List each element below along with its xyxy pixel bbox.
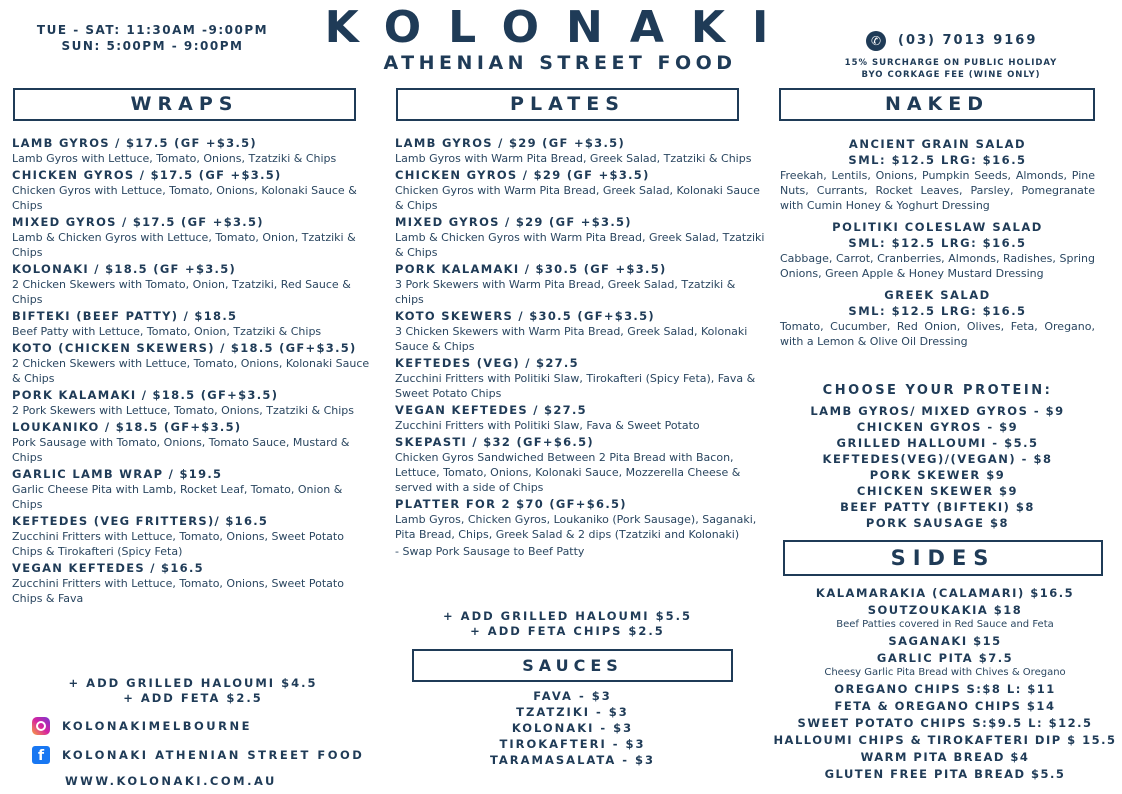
item-title: KEFTEDES (VEG) / $27.5 [395,356,579,370]
protein-item: PORK SKEWER $9 [869,468,1006,482]
website-url[interactable]: WWW.KOLONAKI.COM.AU [65,774,277,788]
item-title: MIXED GYROS / $17.5 (GF +$3.5) [12,215,264,229]
item-description: 2 Chicken Skewers with Tomato, Onion, Tzatziki, Red Sauce & Chips [12,278,351,306]
salad-item [780,219,1095,281]
hours-line: SUN: 5:00PM - 9:00PM [61,39,244,53]
item-title: MIXED GYROS / $29 (GF +$3.5) [395,215,632,229]
item-description: 3 Chicken Skewers with Warm Pita Bread, Greek Salad, Kolonaki Sauce & Chips [395,325,748,353]
website-link[interactable] [65,774,277,788]
plates-heading: PLATES [396,88,739,121]
item-description: Zucchini Fritters with Politiki Slaw, Tirokafteri (Spicy Feta), Fava & Sweet Potato Chips [395,372,756,400]
protein-heading: CHOOSE YOUR PROTEIN: [822,383,1053,398]
menu-item [12,420,374,465]
phone-contact[interactable] [866,30,1066,52]
menu-item [12,561,374,606]
sauce-item: TIROKAFTERI - $3 [499,737,646,751]
item-description: Beef Patty with Lettuce, Tomato, Onion, Tzatziki & Chips [12,325,322,338]
item-description: Zucchini Fritters with Lettuce, Tomato, Onions, Sweet Potato Chips & Fava [12,577,344,605]
salad-description: Tomato, Cucumber, Red Onion, Olives, Feta, Oregano, with a Lemon & Olive Oil Dressing [780,320,1095,348]
salad-title: GREEK SALAD [884,288,991,302]
menu-item [395,435,767,495]
menu-item [395,497,767,542]
item-title: PLATTER FOR 2 $70 (GF+$6.5) [395,497,627,511]
item-description: Pork Sausage with Tomato, Onions, Tomato Sauce, Mustard & Chips [12,436,350,464]
sides-heading: SIDES [783,540,1103,576]
phone-icon: ✆ [866,31,886,51]
menu-item [12,341,374,386]
addon-item: + ADD GRILLED HALOUMI $4.5 [68,676,318,690]
item-title: SKEPASTI / $32 (GF+$6.5) [395,435,594,449]
menu-item [12,136,374,166]
side-description: Beef Patties covered in Red Sauce and Feta [836,619,1054,630]
item-description: Lamb & Chicken Gyros with Warm Pita Bread, Greek Salad, Tzatziki & Chips [395,231,765,259]
addon-item: + ADD FETA $2.5 [123,691,263,705]
item-description: Lamb Gyros, Chicken Gyros, Loukaniko (Pork Sausage), Saganaki, Pita Bread, Chips, Greek Salad & 2 dips (Tzatziki and Kolonaki) [395,513,757,541]
sauce-item: TARAMASALATA - $3 [489,753,656,767]
item-title: KEFTEDES (VEG FRITTERS)/ $16.5 [12,514,269,528]
item-title: CHICKEN GYROS / $29 (GF +$3.5) [395,168,650,182]
item-title: LAMB GYROS / $29 (GF +$3.5) [395,136,626,150]
naked-heading: NAKED [779,88,1095,121]
menu-item [12,514,374,559]
salad-description: Freekah, Lentils, Onions, Pumpkin Seeds, Almonds, Pine Nuts, Currants, Rocket Leaves, Parsley, Pomegranate with Cumin Honey & Yoghurt Dressing [780,169,1095,212]
sauces-heading: SAUCES [412,649,733,682]
side-item [745,602,1122,632]
sauce-item: FAVA - $3 [533,689,612,703]
side-title: SWEET POTATO CHIPS S:$9.5 L: $12.5 [797,716,1093,730]
item-title: LAMB GYROS / $17.5 (GF +$3.5) [12,136,257,150]
salad-item [780,136,1095,213]
menu-item [395,215,767,260]
sauce-item: TZATZIKI - $3 [516,705,629,719]
addon-item: + ADD FETA CHIPS $2.5 [470,624,665,638]
item-title: KOTO SKEWERS / $30.5 (GF+$3.5) [395,309,655,323]
surcharge-note: 15% SURCHARGE ON PUBLIC HOLIDAY [844,58,1058,68]
wraps-heading: WRAPS [13,88,356,121]
opening-hours [20,22,285,54]
item-description: 2 Chicken Skewers with Lettuce, Tomato, Onions, Kolonaki Sauce & Chips [12,357,370,385]
protein-item: LAMB GYROS/ MIXED GYROS - $9 [810,404,1065,418]
side-item [745,698,1122,714]
menu-item [395,356,767,401]
item-description: Chicken Gyros with Lettuce, Tomato, Onions, Kolonaki Sauce & Chips [12,184,357,212]
side-item [745,650,1122,680]
protein-list [780,403,1095,531]
menu-item [395,262,767,307]
side-item [745,732,1122,748]
item-description: Chicken Gyros Sandwiched Between 2 Pita Bread with Bacon, Lettuce, Tomato, Onions, Kolonaki Sauce, Mozzerella Cheese & served with a side of Chips [395,451,741,494]
item-description: Lamb Gyros with Lettuce, Tomato, Onions, Tzatziki & Chips [12,152,337,165]
item-title: VEGAN KEFTEDES / $16.5 [12,561,204,575]
phone-number[interactable]: (03) 7013 9169 [898,33,1038,48]
menu-item [12,309,374,339]
protein-item: GRILLED HALLOUMI - $5.5 [836,436,1039,450]
salad-price: SML: $12.5 LRG: $16.5 [848,304,1027,318]
side-description: Cheesy Garlic Pita Bread with Chives & Oregano [824,667,1066,678]
item-description: Chicken Gyros with Warm Pita Bread, Greek Salad, Kolonaki Sauce & Chips [395,184,760,212]
side-item [745,766,1122,782]
side-title: WARM PITA BREAD $4 [860,750,1030,764]
menu-item [12,262,374,307]
item-description: Lamb & Chicken Gyros with Lettuce, Tomato, Onion, Tzatziki & Chips [12,231,356,259]
item-description: Zucchini Fritters with Lettuce, Tomato, Onions, Sweet Potato Chips & Tirokafteri (Spicy Feta) [12,530,344,558]
protein-item: BEEF PATTY (BIFTEKI) $8 [840,500,1035,514]
side-title: KALAMARAKIA (CALAMARI) $16.5 [815,586,1075,600]
instagram-link[interactable] [32,717,252,735]
item-description: Zucchini Fritters with Politiki Slaw, Fava & Sweet Potato [395,419,700,432]
protein-section [780,382,1095,531]
salad-price: SML: $12.5 LRG: $16.5 [848,153,1027,167]
menu-item [395,136,767,166]
protein-item: CHICKEN SKEWER $9 [856,484,1019,498]
menu-item [395,168,767,213]
protein-item: KEFTEDES(VEG)/(VEGAN) - $8 [822,452,1053,466]
menu-item [12,467,374,512]
side-title: FETA & OREGANO CHIPS $14 [834,699,1056,713]
menu-item [395,403,767,433]
hours-line: TUE - SAT: 11:30AM -9:00PM [36,23,269,37]
instagram-icon [32,717,50,735]
plates-addons [395,609,740,639]
sauces-list [412,688,733,768]
item-title: LOUKANIKO / $18.5 (GF+$3.5) [12,420,242,434]
addon-item: + ADD GRILLED HALOUMI $5.5 [443,609,692,623]
side-title: GARLIC PITA $7.5 [876,651,1014,665]
brand-title: KOLONAKI [324,2,796,53]
salad-item [780,287,1095,349]
side-item [745,715,1122,731]
item-title: PORK KALAMAKI / $30.5 (GF +$3.5) [395,262,667,276]
item-title: KOTO (CHICKEN SKEWERS) / $18.5 (GF+$3.5) [12,341,357,355]
salad-description: Cabbage, Carrot, Cranberries, Almonds, Radishes, Spring Onions, Green Apple & Honey Mustard Dressing [780,252,1095,280]
item-title: PORK KALAMAKI / $18.5 (GF+$3.5) [12,388,279,402]
salad-title: POLITIKI COLESLAW SALAD [832,220,1043,234]
side-item [745,633,1122,649]
swap-note: - Swap Pork Sausage to Beef Patty [395,545,585,558]
menu-item [12,215,374,260]
menu-notes [820,57,1082,81]
instagram-handle[interactable]: KOLONAKIMELBOURNE [62,719,252,733]
side-title: SAGANAKI $15 [888,634,1002,648]
item-title: VEGAN KEFTEDES / $27.5 [395,403,587,417]
item-description: 2 Pork Skewers with Lettuce, Tomato, Onions, Tzatziki & Chips [12,404,355,417]
protein-item: CHICKEN GYROS - $9 [856,420,1019,434]
item-title: GARLIC LAMB WRAP / $19.5 [12,467,223,481]
side-title: SOUTZOUKAKIA $18 [867,603,1023,617]
side-item [745,749,1122,765]
naked-list [780,136,1095,355]
sides-list [745,585,1122,783]
sauce-item: KOLONAKI - $3 [511,721,634,735]
side-title: HALLOUMI CHIPS & TIROKAFTERI DIP $ 15.5 [773,733,1117,747]
salad-price: SML: $12.5 LRG: $16.5 [848,236,1027,250]
plates-list [395,136,767,561]
side-title: GLUTEN FREE PITA BREAD $5.5 [824,767,1066,781]
protein-item: PORK SAUSAGE $8 [865,516,1010,530]
salad-title: ANCIENT GRAIN SALAD [848,137,1027,151]
menu-item [395,309,767,354]
item-title: KOLONAKI / $18.5 (GF +$3.5) [12,262,237,276]
item-title: CHICKEN GYROS / $17.5 (GF +$3.5) [12,168,282,182]
side-item [745,585,1122,601]
facebook-link[interactable] [32,746,364,764]
item-title: BIFTEKI (BEEF PATTY) / $18.5 [12,309,238,323]
facebook-icon: f [32,746,50,764]
side-title: OREGANO CHIPS S:$8 L: $11 [834,682,1056,696]
brand-tagline: ATHENIAN STREET FOOD [383,52,737,74]
menu-item [12,388,374,418]
corkage-note: BYO CORKAGE FEE (WINE ONLY) [861,70,1041,80]
item-description: Garlic Cheese Pita with Lamb, Rocket Leaf, Tomato, Onion & Chips [12,483,343,511]
item-description: Lamb Gyros with Warm Pita Bread, Greek Salad, Tzatziki & Chips [395,152,752,165]
item-description: 3 Pork Skewers with Warm Pita Bread, Greek Salad, Tzatziki & chips [395,278,736,306]
wraps-addons [12,676,374,706]
menu-item [12,168,374,213]
facebook-page[interactable]: KOLONAKI ATHENIAN STREET FOOD [62,748,365,762]
side-item [745,681,1122,697]
wraps-list [12,136,374,608]
